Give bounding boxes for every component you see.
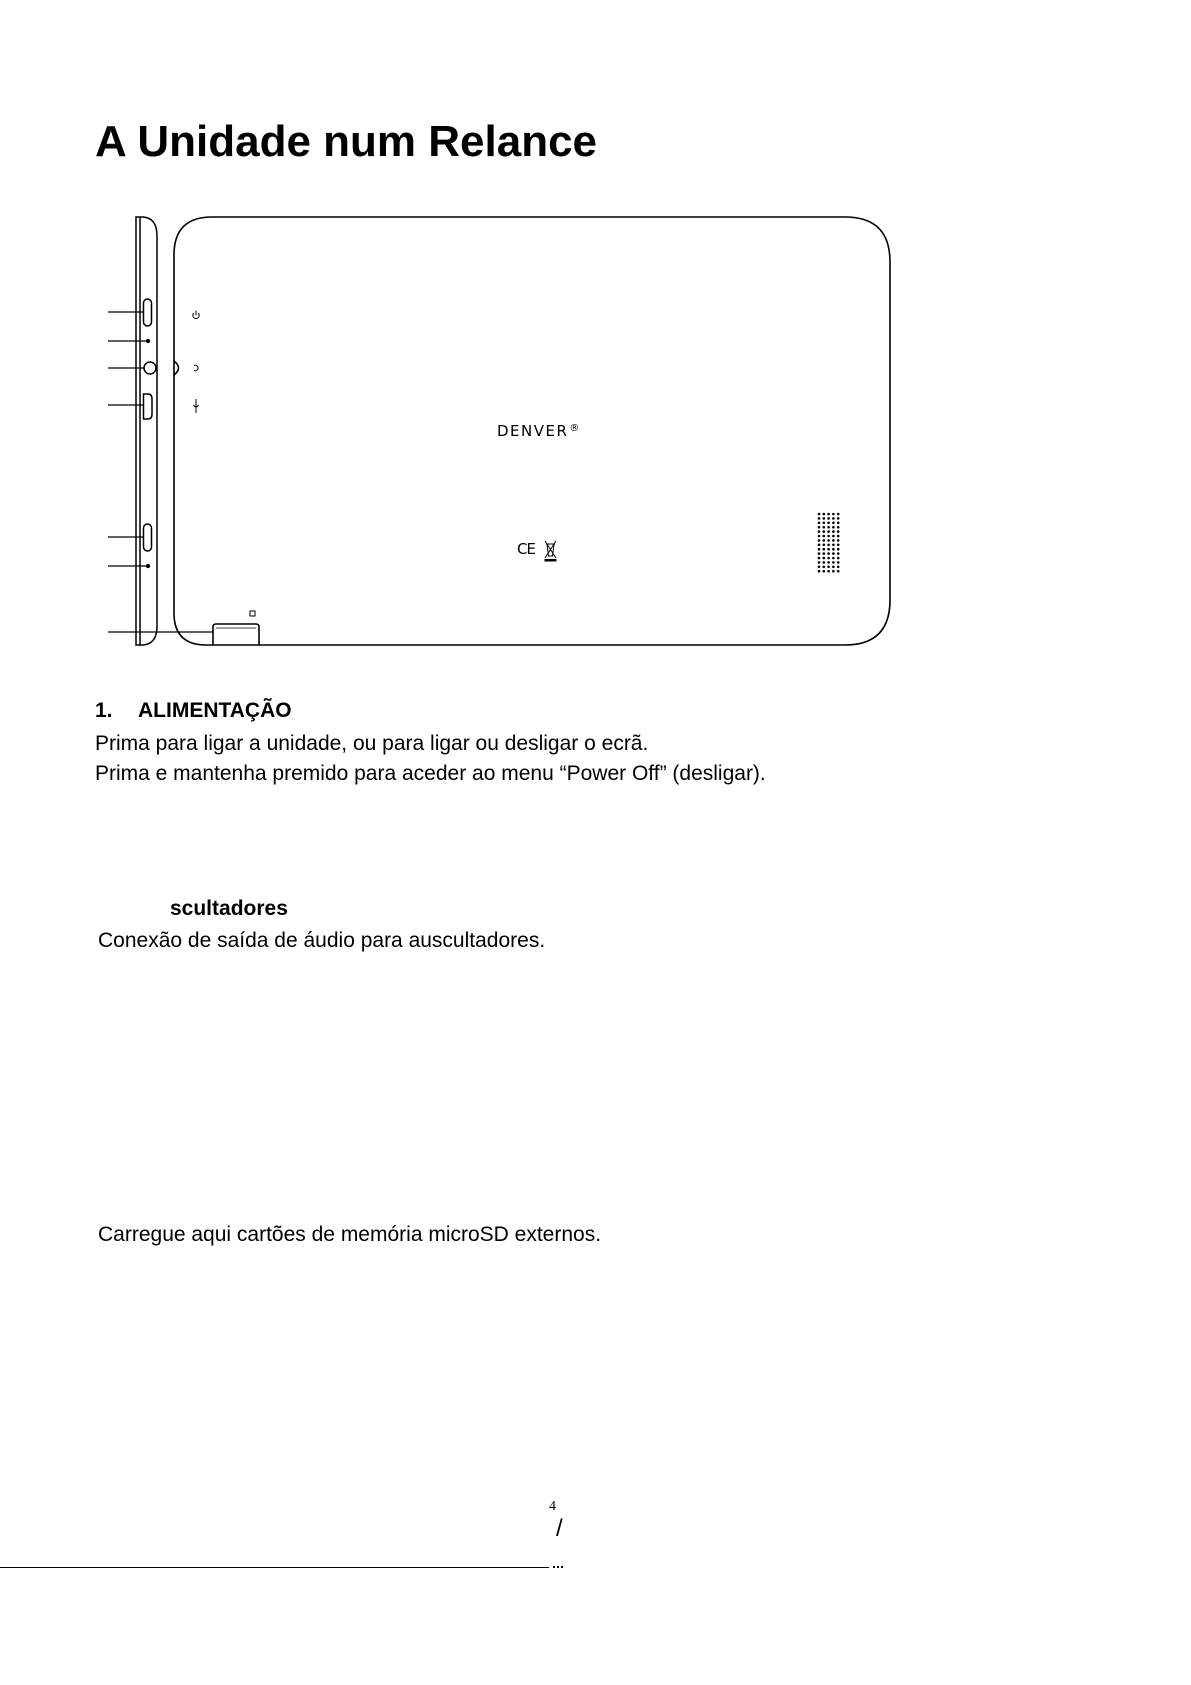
speaker-hole <box>818 561 821 564</box>
speaker-hole <box>827 539 830 542</box>
speaker-hole <box>827 557 830 560</box>
side-hole-top <box>147 340 150 343</box>
speaker-hole <box>827 517 830 520</box>
side-button-top <box>144 299 152 326</box>
reset-hole <box>250 611 255 616</box>
speaker-hole <box>827 552 830 555</box>
usb-port <box>213 624 259 645</box>
speaker-hole <box>837 566 840 569</box>
footer-rule <box>0 1567 549 1568</box>
speaker-hole <box>823 566 826 569</box>
side-body <box>136 217 157 645</box>
speaker-hole <box>827 526 830 529</box>
page-mark: / <box>556 1515 563 1542</box>
speaker-hole <box>818 539 821 542</box>
weee-bin-icon <box>545 541 556 561</box>
footer-rule-mark <box>553 1566 563 1568</box>
device-diagram <box>0 200 1191 660</box>
ce-mark: CE <box>517 540 535 558</box>
speaker-hole <box>837 539 840 542</box>
speaker-hole <box>837 530 840 533</box>
speaker-hole <box>832 530 835 533</box>
mic-icon <box>194 399 199 413</box>
side-slot <box>144 524 152 551</box>
speaker-hole <box>823 539 826 542</box>
page-number: 4 <box>549 1499 556 1514</box>
speaker-hole <box>832 544 835 547</box>
power-icon <box>193 311 199 319</box>
speaker-hole <box>818 570 821 573</box>
speaker-hole <box>832 513 835 516</box>
speaker-hole <box>832 548 835 551</box>
speaker-hole <box>818 552 821 555</box>
speaker-hole <box>832 539 835 542</box>
speaker-hole <box>837 548 840 551</box>
speaker-hole <box>823 535 826 538</box>
speaker-hole <box>823 561 826 564</box>
section-text: Prima para ligar a unidade, ou para ligar ou desligar o ecrã. <box>95 732 649 755</box>
speaker-hole <box>823 570 826 573</box>
speaker-hole <box>827 570 830 573</box>
speaker-hole <box>832 566 835 569</box>
speaker-hole <box>827 566 830 569</box>
speaker-hole <box>818 535 821 538</box>
speaker-hole <box>832 517 835 520</box>
speaker-hole <box>827 544 830 547</box>
headphone-jack <box>144 362 156 374</box>
speaker-hole <box>837 526 840 529</box>
speaker-hole <box>827 548 830 551</box>
section-heading: scultadores <box>170 897 288 920</box>
speaker-hole <box>823 530 826 533</box>
page-title: A Unidade num Relance <box>95 117 598 166</box>
speaker-hole <box>823 522 826 525</box>
speaker-hole <box>818 566 821 569</box>
speaker-hole <box>818 522 821 525</box>
registered-mark: ® <box>569 423 580 434</box>
headphone-icon <box>194 365 198 371</box>
speaker-hole <box>837 544 840 547</box>
speaker-hole <box>837 522 840 525</box>
speaker-hole <box>823 548 826 551</box>
speaker-hole <box>818 526 821 529</box>
section-number: 1. <box>95 699 113 722</box>
callout-lines <box>108 312 213 632</box>
speaker-hole <box>818 517 821 520</box>
brand-name: DENVER <box>497 422 569 440</box>
speaker-hole <box>832 535 835 538</box>
section-text: Conexão de saída de áudio para auscultadores. <box>98 929 546 952</box>
brand-logo <box>497 422 579 443</box>
speaker-hole <box>827 522 830 525</box>
speaker-hole <box>837 535 840 538</box>
speaker-grille <box>818 513 840 573</box>
speaker-hole <box>837 552 840 555</box>
speaker-hole <box>832 526 835 529</box>
speaker-hole <box>823 526 826 529</box>
speaker-hole <box>823 544 826 547</box>
speaker-hole <box>823 552 826 555</box>
speaker-hole <box>818 544 821 547</box>
side-view <box>136 217 157 645</box>
side-port <box>144 394 153 419</box>
speaker-hole <box>818 548 821 551</box>
speaker-hole <box>827 561 830 564</box>
side-hole-bottom <box>147 565 150 568</box>
speaker-hole <box>832 561 835 564</box>
speaker-hole <box>827 535 830 538</box>
speaker-hole <box>827 513 830 516</box>
speaker-hole <box>823 517 826 520</box>
speaker-hole <box>837 557 840 560</box>
speaker-hole <box>818 557 821 560</box>
section-text: Carregue aqui cartões de memória microSD externos. <box>98 1223 602 1246</box>
speaker-hole <box>837 517 840 520</box>
speaker-hole <box>827 530 830 533</box>
speaker-hole <box>837 513 840 516</box>
speaker-hole <box>823 557 826 560</box>
section-text: Prima e mantenha premido para aceder ao menu “Power Off” (desligar). <box>95 762 766 785</box>
section-heading: ALIMENTAÇÃO <box>138 699 292 722</box>
speaker-hole <box>818 530 821 533</box>
speaker-hole <box>832 552 835 555</box>
speaker-hole <box>823 513 826 516</box>
speaker-hole <box>837 570 840 573</box>
speaker-hole <box>837 561 840 564</box>
speaker-hole <box>818 513 821 516</box>
speaker-hole <box>832 557 835 560</box>
speaker-hole <box>832 570 835 573</box>
speaker-hole <box>832 522 835 525</box>
